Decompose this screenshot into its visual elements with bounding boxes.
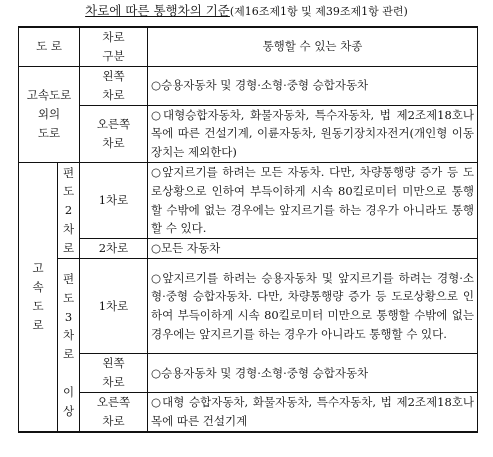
expressway-label bbox=[19, 162, 58, 432]
two-lane-label-char: 편 bbox=[62, 165, 75, 180]
three-lane-lane1-vehicles: ○앞지르기를 하려는 승용자동차 및 앞지르기를 하려는 경형·소형·중형 승합자동차. 다만, 차량통행량 증가 등 도로상황으로 인하여 부득이하게 시속 80킬로미터 미만으로 통행할 수밖에 없는 경우에는 앞지르기를 하는 경우가 아니라도 통행할 수 있다. bbox=[148, 259, 478, 354]
three-lane-label-char: 3 bbox=[64, 309, 73, 324]
header-vehicles: 통행할 수 있는 차종 bbox=[148, 27, 478, 66]
three-lane-left-lane-line2: 차로 bbox=[102, 375, 125, 390]
three-lane-right-lane-line2: 차로 bbox=[102, 414, 125, 429]
three-lane-label-char: 차 bbox=[62, 328, 75, 343]
general-right-vehicles: ○대형승합자동차, 화물자동차, 특수자동차, 법 제2조제18호나목에 따른 건설기계, 이륜자동차, 원동기장치자전거(개인형 이동장치는 제외한다) bbox=[148, 105, 478, 162]
three-lane-left-vehicles: ○승용자동차 및 경형·소형·중형 승합자동차 bbox=[148, 354, 478, 393]
three-lane-label bbox=[58, 259, 80, 433]
general-left-lane-line2: 차로 bbox=[102, 87, 125, 102]
document-title bbox=[0, 3, 493, 20]
three-lane-label-char: 편 bbox=[62, 271, 75, 286]
header-lane-line1: 차로 bbox=[102, 30, 125, 44]
header-road: 도 로 bbox=[19, 27, 80, 66]
title-legal-reference: (제16조제1항 및 제39조제1항 관련) bbox=[229, 5, 408, 18]
general-road-label bbox=[19, 66, 80, 162]
general-left-lane-line1: 왼쪽 bbox=[102, 68, 125, 83]
three-lane-label-char: 로 bbox=[62, 347, 75, 362]
three-lane-left-lane bbox=[80, 354, 148, 393]
general-right-lane-line1: 오른쪽 bbox=[96, 116, 131, 131]
three-lane-label-spacer bbox=[61, 364, 76, 383]
expressway-2lane-lane2-row bbox=[19, 239, 478, 259]
two-lane-label-char: 2 bbox=[64, 203, 73, 218]
expressway-3lane-lane1-row bbox=[19, 259, 478, 354]
three-lane-label-char: 상 bbox=[62, 403, 75, 418]
expressway-3lane-right-row bbox=[19, 393, 478, 433]
general-right-lane-line2: 차로 bbox=[102, 135, 125, 150]
header-row bbox=[19, 27, 478, 66]
three-lane-label-char: 도 bbox=[62, 290, 75, 305]
two-lane-label-char: 차 bbox=[62, 221, 75, 236]
expressway-label-char: 도 bbox=[32, 299, 44, 314]
two-lane-label bbox=[58, 162, 80, 258]
general-road-right-row bbox=[19, 105, 478, 162]
general-left-lane bbox=[80, 66, 148, 105]
lane-rules-table bbox=[18, 26, 478, 433]
two-lane-label-char: 로 bbox=[62, 240, 75, 255]
three-lane-lane1: 1차로 bbox=[80, 259, 148, 354]
header-lane-class bbox=[80, 27, 148, 66]
two-lane-lane1-vehicles: ○앞지르기를 하려는 모든 자동차. 다만, 차량통행량 증가 등 도로상황으로 인하여 부득이하게 시속 80킬로미터 미만으로 통행할 수밖에 없는 경우에는 앞지르기를 하는 경우가 아니라도 통행할 수 있다. bbox=[148, 162, 478, 238]
three-lane-label-char: 이 bbox=[62, 384, 75, 399]
title-main: 차로에 따른 통행차의 기준 bbox=[85, 3, 230, 18]
three-lane-right-vehicles: ○대형 승합자동차, 화물자동차, 특수자동차, 법 제2조제18호나목에 따른 건설기계 bbox=[148, 393, 478, 433]
header-lane-line2: 구분 bbox=[102, 48, 125, 63]
general-road-label-line2: 외의 bbox=[37, 106, 61, 121]
two-lane-label-char: 도 bbox=[62, 184, 75, 199]
expressway-label-char: 속 bbox=[32, 280, 44, 295]
two-lane-lane1: 1차로 bbox=[80, 162, 148, 238]
general-road-label-line1: 고속도로 bbox=[26, 88, 72, 103]
two-lane-lane2: 2차로 bbox=[80, 239, 148, 259]
expressway-label-char: 로 bbox=[32, 317, 44, 332]
general-left-vehicles: ○승용자동차 및 경형·소형·중형 승합자동차 bbox=[148, 66, 478, 105]
general-road-left-row bbox=[19, 66, 478, 105]
three-lane-right-lane bbox=[80, 393, 148, 433]
general-road-label-line3: 도로 bbox=[37, 125, 61, 140]
three-lane-left-lane-line1: 왼쪽 bbox=[102, 356, 125, 371]
expressway-3lane-left-row bbox=[19, 354, 478, 393]
expressway-2lane-lane1-row bbox=[19, 162, 478, 238]
two-lane-lane2-vehicles: ○모든 자동차 bbox=[148, 239, 478, 259]
expressway-label-char: 고 bbox=[32, 261, 44, 276]
three-lane-right-lane-line1: 오른쪽 bbox=[96, 395, 131, 410]
general-right-lane bbox=[80, 105, 148, 162]
